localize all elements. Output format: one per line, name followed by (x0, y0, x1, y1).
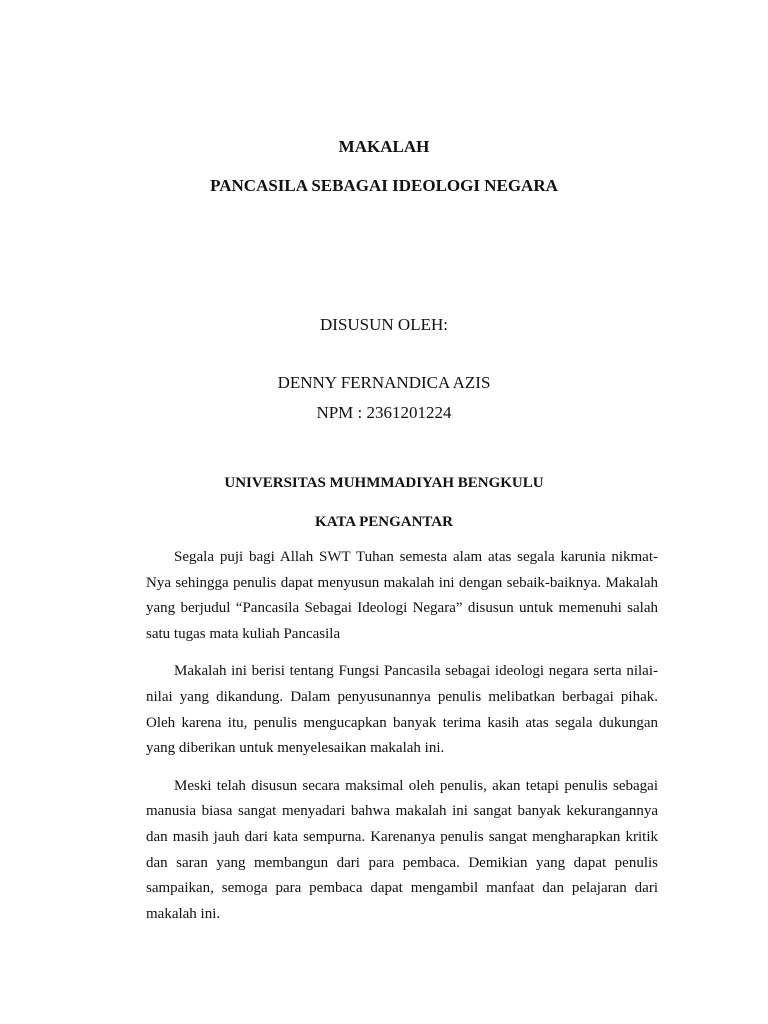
preface-paragraph-2: Makalah ini berisi tentang Fungsi Pancasila sebagai ideologi negara serta nilai-nilai yang dikandung. Dalam penyusunannya penulis melibatkan berbagai pihak. Oleh karena itu, penulis mengucapkan banyak terima kasih atas segala dukungan yang diberikan untuk menyelesaikan makalah ini. (146, 663, 658, 757)
student-number: NPM : 2361201224 (316, 403, 452, 422)
document-title: MAKALAH (338, 137, 430, 156)
section-title: KATA PENGANTAR (315, 514, 453, 530)
author-label: DISUSUN OLEH: (320, 315, 448, 334)
document-subtitle: PANCASILA SEBAGAI IDEOLOGI NEGARA (210, 176, 558, 195)
preface-body (146, 545, 658, 939)
author-name: DENNY FERNANDICA AZIS (277, 373, 491, 392)
preface-paragraph-3: Meski telah disusun secara maksimal oleh penulis, akan tetapi penulis sebagai manusia biasa sangat menyadari bahwa makalah ini sangat banyak kekurangannya dan masih jauh dari kata sempurna. Karenanya penulis sangat mengharapkan kritik dan saran yang membangun dari para pembaca. Demikian yang dapat penulis sampaikan, semoga para pembaca dapat mengambil manfaat dan pelajaran dari makalah ini. (146, 777, 658, 922)
university-name: UNIVERSITAS MUHMMADIYAH BENGKULU (224, 475, 544, 491)
preface-paragraph-1: Segala puji bagi Allah SWT Tuhan semesta alam atas segala karunia nikmat-Nya sehingga penulis dapat menyusun makalah ini dengan sebaik-baiknya. Makalah yang berjudul “Pancasila Sebagai Ideologi Negara” disusun untuk memenuhi salah satu tugas mata kuliah Pancasila (146, 549, 658, 642)
